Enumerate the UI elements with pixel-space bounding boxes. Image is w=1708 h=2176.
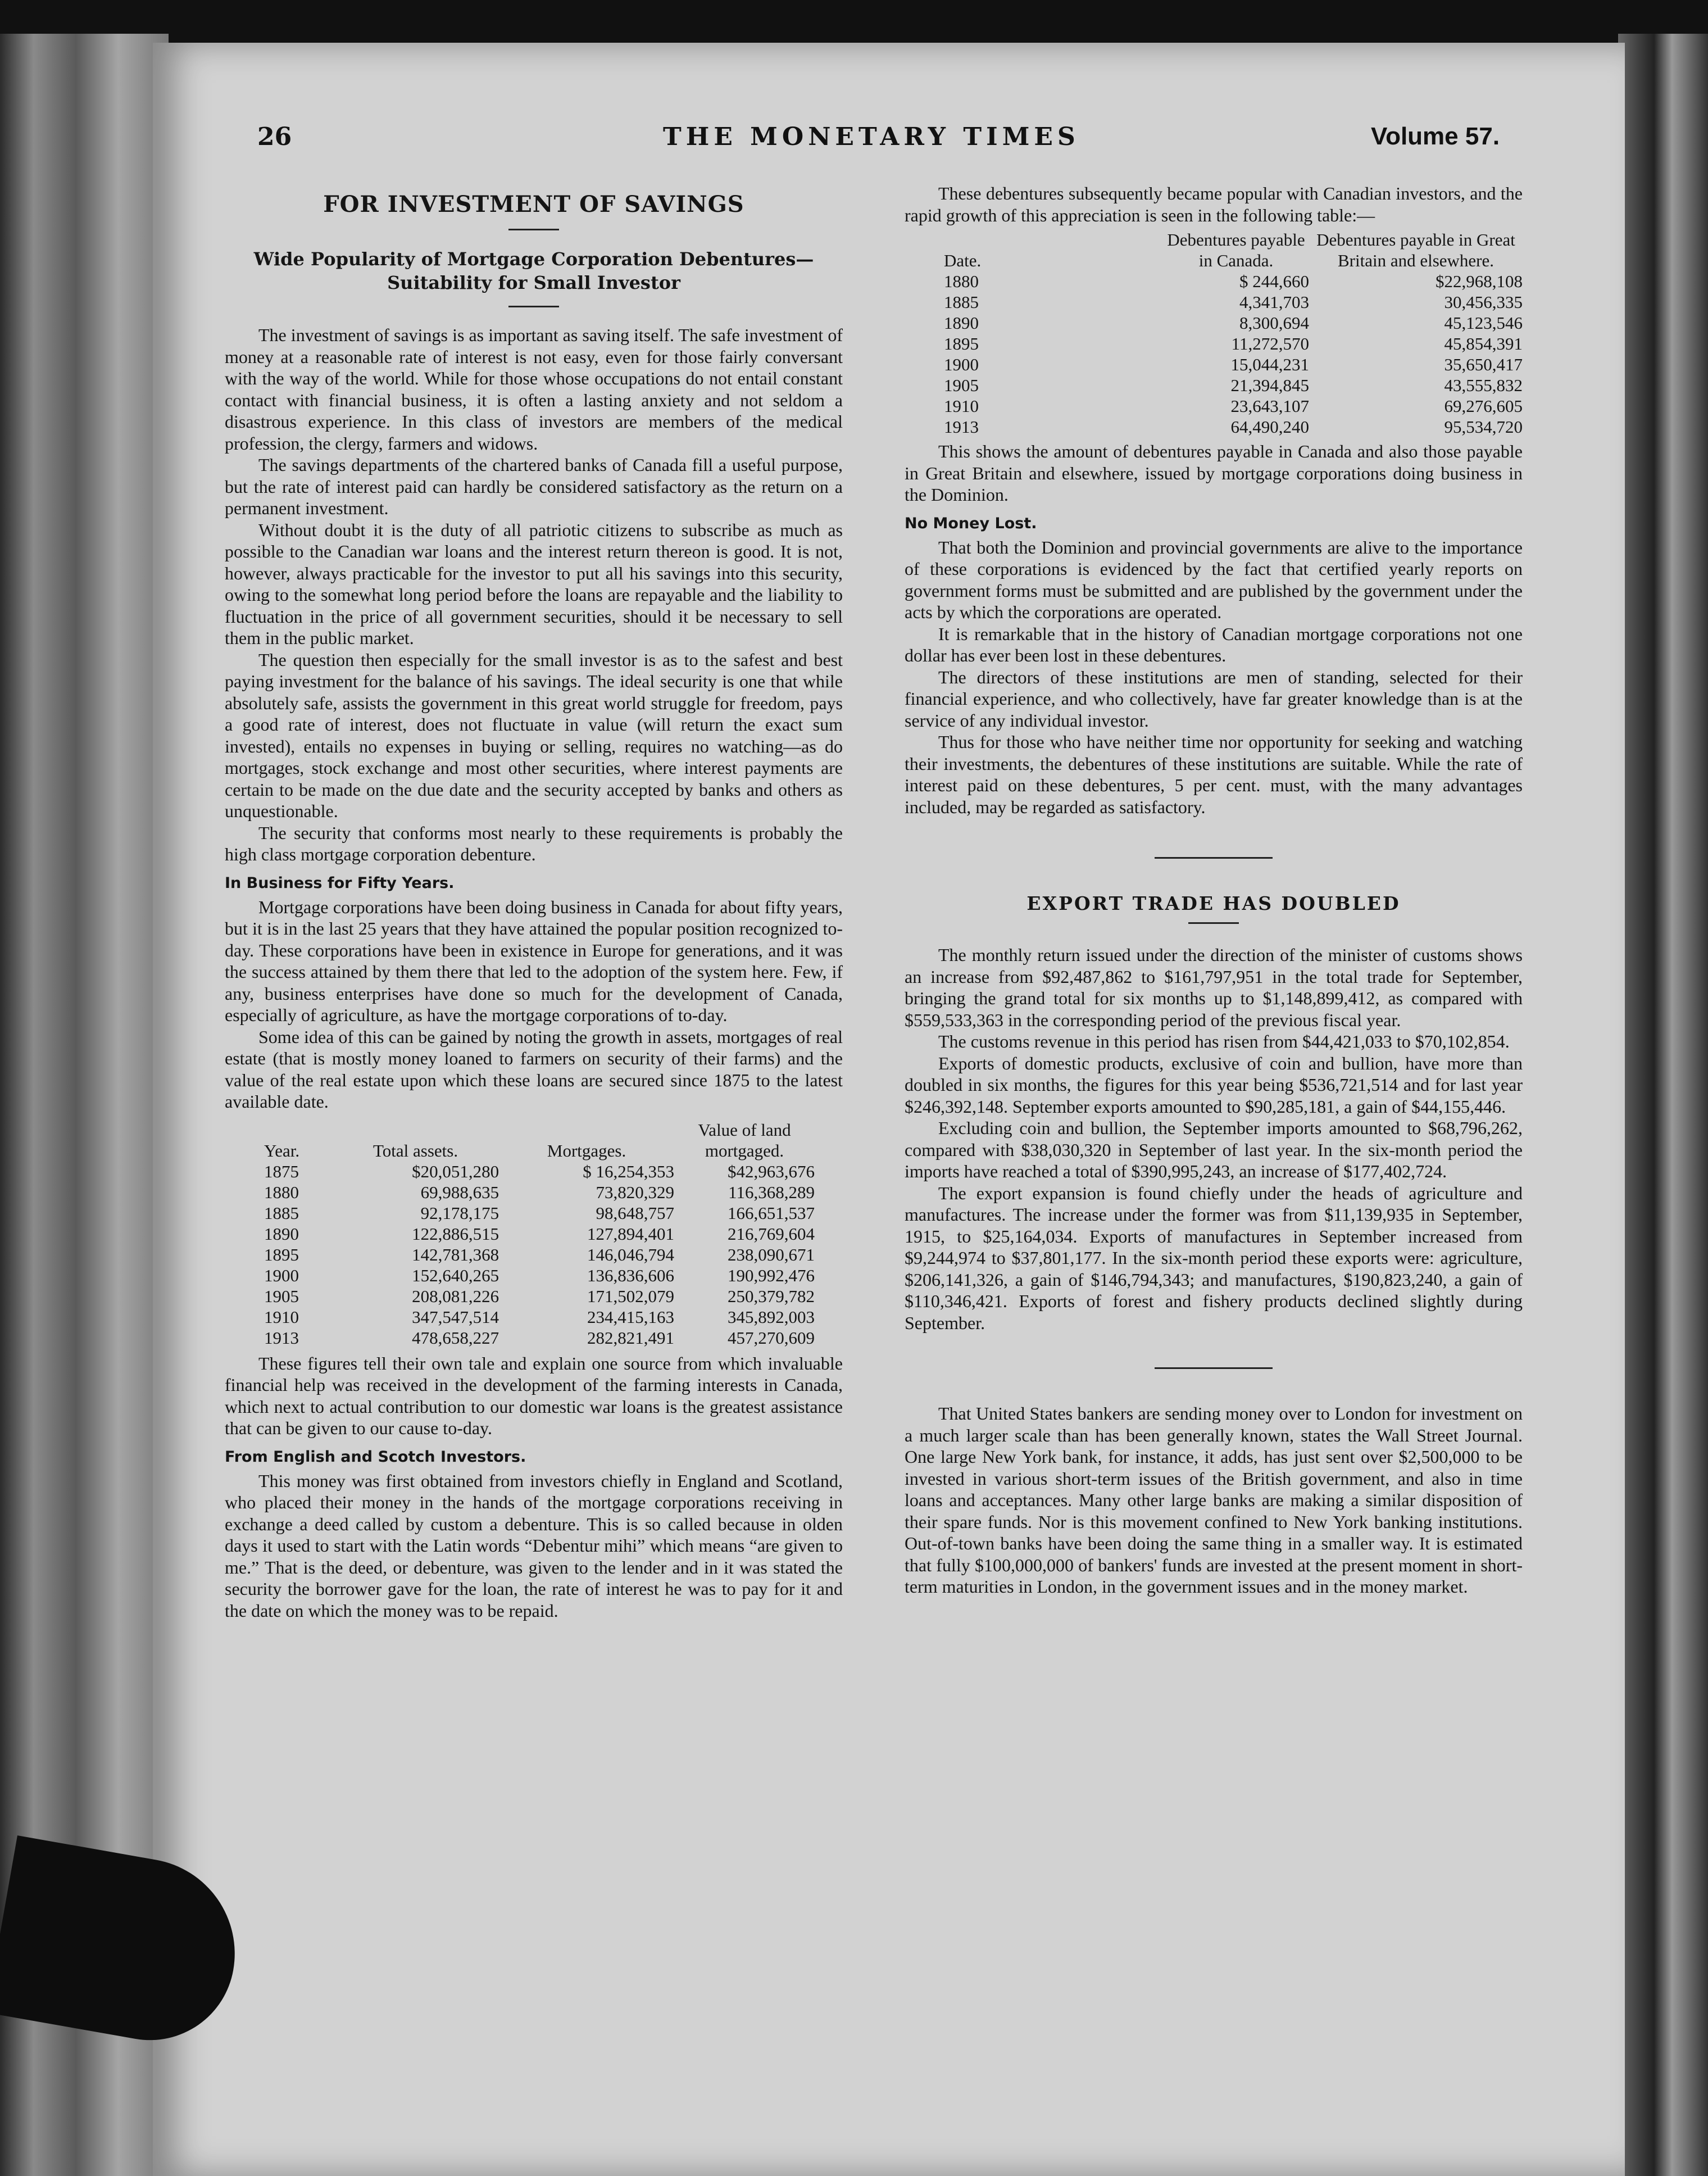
value-cell: 35,650,417 [1444,355,1523,374]
section-heading: From English and Scotch Investors. [225,1448,526,1466]
value-cell: 73,820,329 [596,1182,674,1202]
value-cell: 21,394,845 [1230,375,1309,395]
value-cell: 216,769,604 [728,1223,815,1244]
value-cell: 64,490,240 [1230,417,1309,437]
year-cell: 1880 [944,271,979,291]
year-cell: 1875 [264,1161,299,1181]
paragraph: That United States bankers are sending money over to London for investment on a much larger scale than has been generally known, states the Wall Street Journal. One large New York bank, for instance, it adds, has just sent over $2,500,000 to be invested in various short-term issues of the British government, and also in time loans and acceptances. Many other large banks are making a similar disposition of their spare funds. Nor is this movement confined to New York banking institutions. Out-of-town banks have been doing the same thing in a smaller way. It is estimated that fully $100,000,000 of bankers' funds are invested at the present moment in short-term maturities in London, in the government issues and in the money market. [905,1403,1523,1597]
article-title: FOR INVESTMENT OF SAVINGS [323,191,744,217]
paragraph: Excluding coin and bullion, the September imports amounted to $68,796,262, compared with $38,030,320 in September of last year. In the six-month period the imports have reached a total of $390,995,243, an increase of $177,402,724. [905,1118,1523,1181]
mortgage-growth-table [264,1119,815,1348]
table-row [264,1244,815,1265]
table-row [264,1307,815,1327]
table-row [264,1203,815,1223]
column-header: Mortgages. [547,1140,626,1160]
value-cell: 347,547,514 [412,1307,499,1327]
paragraph: The monthly return issued under the direction of the minister of customs shows an increase from $92,487,862 to $161,797,951 in the total trade for September, bringing the grand total for six months up to $1,148,899,412, as compared with $559,533,363 in the corresponding period of the previous fiscal year. [905,945,1523,1030]
column-header: Date. [944,251,982,270]
paragraph: Exports of domestic products, exclusive of coin and bullion, have more than doubled in six months, the figures for this year being $536,721,514 and for last year $246,392,148. September exports amounted to $90,285,181, a gain of $44,155,446. [905,1053,1523,1117]
paragraph: Some idea of this can be gained by noting the growth in assets, mortgages of real estate (that is mostly money loaned to farmers on security of their farms) and the value of the real estate upon which these loans are secured since 1875 to the latest available date. [225,1026,843,1112]
year-cell: 1905 [264,1286,299,1306]
table-row [264,1286,815,1307]
value-cell: 15,044,231 [1230,355,1309,374]
value-cell: $ 16,254,353 [583,1161,674,1181]
value-cell: 45,854,391 [1444,334,1523,353]
paragraph: The export expansion is found chiefly under the heads of agriculture and manufactures. The increase under the former was from $11,139,935 in September, 1915, to $25,164,034. Exports of manufactures in September increased from $9,244,974 to $37,801,177. In the six-month period these exports were: agriculture, $206,141,326, a gain of $146,794,343; and manufactures, $190,823,240, a gain of $110,346,421. Exports of forest and fishery products declined slightly during September. [905,1182,1523,1333]
year-cell: 1913 [264,1327,299,1348]
section-heading: No Money Lost. [905,514,1037,532]
value-cell: 345,892,003 [728,1307,815,1327]
table-row [944,375,1523,396]
table-row [264,1182,815,1203]
column-header: Total assets. [373,1140,458,1160]
value-cell: 250,379,782 [728,1286,815,1306]
divider [1188,922,1239,924]
year-cell: 1885 [264,1203,299,1223]
table-row [264,1327,815,1348]
value-cell: 171,502,079 [587,1286,674,1306]
year-cell: 1885 [944,292,979,312]
right-column [905,183,1523,1598]
value-cell: 92,178,175 [420,1203,499,1223]
paragraph: The savings departments of the chartered banks of Canada fill a useful purpose, but the rate of interest paid can hardly be considered satisfactory as the return on a permanent investment. [225,455,843,518]
divider [1155,857,1273,859]
value-cell: $22,968,108 [1436,271,1523,291]
paragraph: This shows the amount of debentures payable in Canada and also those payable in Great Britain and elsewhere, issued by mortgage corporations doing business in the Dominion. [905,441,1523,505]
table-row [944,354,1523,375]
value-cell: 234,415,163 [587,1307,674,1327]
value-cell: 208,081,226 [412,1286,499,1306]
year-cell: 1880 [264,1182,299,1202]
value-cell: 146,046,794 [587,1244,674,1264]
year-cell: 1913 [944,417,979,437]
value-cell: 136,836,606 [587,1265,674,1285]
year-cell: 1895 [944,334,979,353]
value-cell: $ 244,660 [1239,271,1309,291]
volume-label: Volume 57. [1371,123,1500,150]
value-cell: 142,781,368 [412,1244,499,1264]
article-subtitle: Wide Popularity of Mortgage Corporation Debentures— Suitability for Small Investor [253,248,814,293]
year-cell: 1910 [944,396,979,416]
year-cell: 1900 [944,355,979,374]
paragraph: Without doubt it is the duty of all patriotic citizens to subscribe as much as possible to the Canadian war loans and the interest return thereon is good. It is not, however, always practicable for the investor to put all his savings into this security, owing to the somewhat long period before the loans are repayable and the liability to fluctuation in the price of all government securities, should it be necessary to sell them in the public market. [225,519,843,648]
value-cell: 166,651,537 [728,1203,815,1223]
article-title: EXPORT TRADE HAS DOUBLED [1026,892,1401,914]
value-cell: 282,821,491 [587,1327,674,1348]
year-cell: 1900 [264,1265,299,1285]
paragraph: This money was first obtained from investors chiefly in England and Scotland, who placed their money in the hands of the mortgage corporations receiving in exchange a deed called by custom a debenture. This is so called because in olden days it used to start with the Latin words “Debentur mihi” which means “are given to me.” That is the deed, or debenture, was given to the lender and in it was stated the security the borrower gave for the loan, the rate of interest he was to pay for it and the date on which the money was to be repaid. [225,1470,843,1621]
value-cell: 190,992,476 [728,1265,815,1285]
paragraph: That both the Dominion and provincial governments are alive to the importance of these corporations is evidenced by the fact that certified yearly reports on government forms must be submitted and are published by the government under the acts by which the corporations are operated. [905,537,1523,622]
year-cell: 1890 [944,313,979,333]
value-cell: 122,886,515 [412,1223,499,1244]
table-row [944,292,1523,312]
debentures-table [944,229,1523,437]
value-cell: 4,341,703 [1239,292,1309,312]
column-header: Debentures payable in Great Britain and elsewhere. [1316,230,1515,270]
table-row [944,333,1523,354]
paragraph: The customs revenue in this period has risen from $44,421,033 to $70,102,854. [938,1031,1510,1051]
page-number: 26 [257,123,292,151]
value-cell: $42,963,676 [728,1161,815,1181]
column-header: Year. [264,1140,300,1160]
value-cell: 23,643,107 [1230,396,1309,416]
table-row [264,1265,815,1286]
value-cell: 8,300,694 [1239,313,1309,333]
paragraph: Thus for those who have neither time nor opportunity for seeking and watching their investments, the debentures of these institutions are suitable. While the rate of interest paid on these debentures, 5 per cent. must, with the many advantages included, may be regarded as satisfactory. [905,732,1523,817]
paragraph: Mortgage corporations have been doing business in Canada for about fifty years, but it is in the last 25 years that they have attained the popular position recognized to-day. These corporations have been in existence in Europe for generations, and it was the success attained by them there that led to the adoption of the system here. Few, if any, business enterprises have done so much for the development of Canada, especially of agriculture, as have the mortgage corporations of to-day. [225,896,843,1025]
value-cell: 238,090,671 [728,1244,815,1264]
value-cell: 95,534,720 [1444,417,1523,437]
value-cell: 45,123,546 [1444,313,1523,333]
table-row [944,312,1523,333]
year-cell: 1890 [264,1223,299,1244]
year-cell: 1905 [944,375,979,395]
value-cell: 127,894,401 [587,1223,674,1244]
paragraph: The directors of these institutions are men of standing, selected for their financial experience, and who collectively, have far greater knowledge than is at the service of any individual investor. [905,667,1523,731]
value-cell: 30,456,335 [1444,292,1523,312]
next-page-edge [1618,34,1708,2176]
table-row [944,396,1523,416]
column-header: Value of land mortgaged. [698,1119,791,1160]
divider [508,306,559,307]
column-header: Debentures payable in Canada. [1167,230,1305,270]
value-cell: 43,555,832 [1444,375,1523,395]
table-row [944,416,1523,437]
year-cell: 1895 [264,1244,299,1264]
value-cell: 457,270,609 [728,1327,815,1348]
left-column [225,191,843,1621]
value-cell: 152,640,265 [412,1265,499,1285]
divider [508,229,559,230]
value-cell: $20,051,280 [412,1161,499,1181]
value-cell: 69,276,605 [1444,396,1523,416]
value-cell: 98,648,757 [596,1203,674,1223]
divider [1155,1367,1273,1369]
value-cell: 116,368,289 [728,1182,815,1202]
table-row [944,271,1523,292]
value-cell: 478,658,227 [412,1327,499,1348]
paragraph: The investment of savings is as important as saving itself. The safe investment of money at a reasonable rate of interest is not easy, even for those fairly conversant with the way of the world. While for those whose occupations do not entail constant contact with financial business, it is often a lasting anxiety and not seldom a disastrous experience. In this class of investors are members of the medical profession, the clergy, farmers and widows. [225,325,843,454]
year-cell: 1910 [264,1307,299,1327]
table-row [264,1223,815,1244]
section-heading: In Business for Fifty Years. [225,874,455,892]
paragraph: These debentures subsequently became popular with Canadian investors, and the rapid growth of this appreciation is seen in the following table:— [905,183,1523,225]
publication-title: THE MONETARY TIMES [663,123,1080,151]
table-row [264,1161,815,1182]
value-cell: 11,272,570 [1231,334,1309,353]
value-cell: 69,988,635 [420,1182,499,1202]
paragraph: The security that conforms most nearly to these requirements is probably the high class mortgage corporation debenture. [225,822,843,864]
paragraph: The question then especially for the small investor is as to the safest and best paying investment for the balance of his savings. The ideal security is one that while absolutely safe, assists the government in this great world struggle for freedom, pays a good rate of interest, does not fluctuate in value (will return the exact sum invested), entails no expenses in buying or selling, requires no watching—as do mortgages, stock exchange and most other securities, where interest payments are certain to be made on the due date and the security accepted by banks and others as unquestionable. [225,649,843,821]
paragraph: It is remarkable that in the history of Canadian mortgage corporations not one dollar has ever been lost in these debentures. [905,623,1523,665]
paragraph: These figures tell their own tale and explain one source from which invaluable financial help was received in the development of the farming interests in Canada, which next to actual contribution to our domestic war loans is the greatest assistance that can be given to our cause to-day. [225,1353,843,1438]
